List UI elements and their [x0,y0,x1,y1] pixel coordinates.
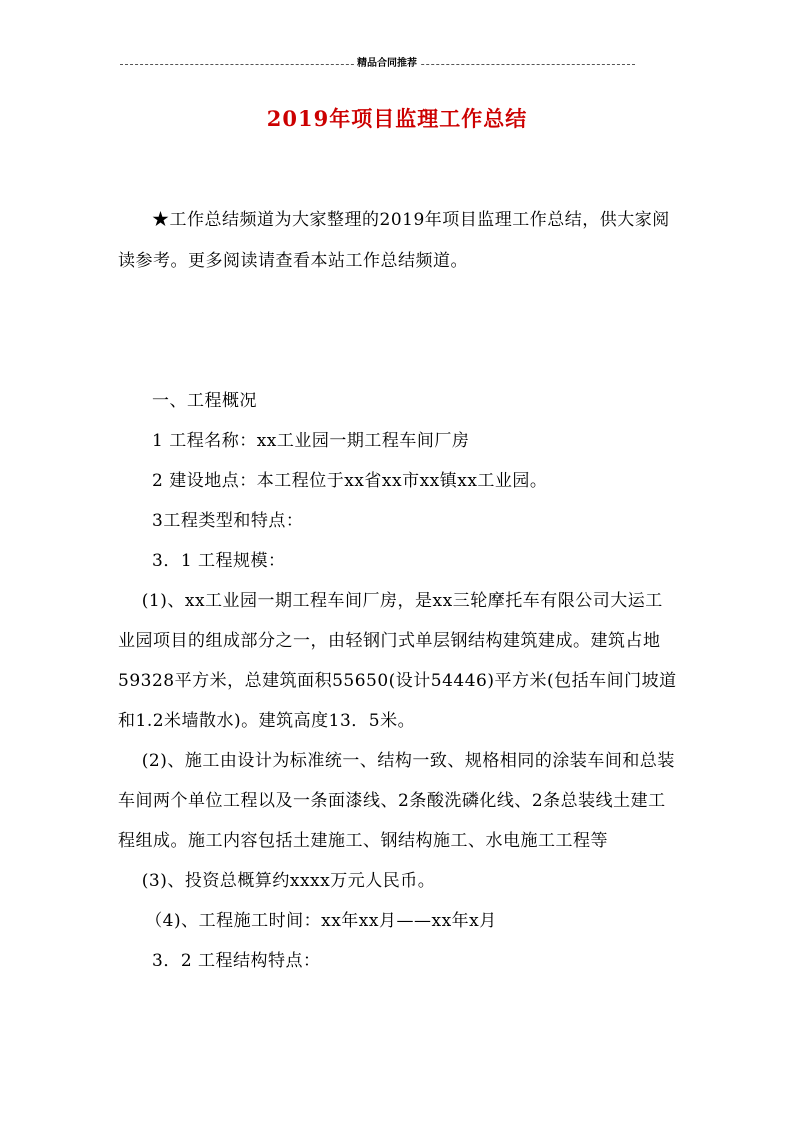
intro-paragraph: ★工作总结频道为大家整理的2019年项目监理工作总结，供大家阅读参考。更多阅读请查看本站工作总结频道。 [118,210,670,271]
blank-space [118,282,678,381]
structure-features-heading: 3．2 工程结构特点： [152,951,321,971]
project-scale-heading: 3．1 工程规模： [152,551,286,571]
project-name: 1 工程名称：xx工业园一期工程车间厂房 [152,431,470,451]
scale-item-1: (1)、xx工业园一期工程车间厂房，是xx三轮摩托车有限公司大运工业园项目的组成部分之一，由轻钢门式单层钢结构建筑建成。建筑占地59328平方米，总建筑面积55650(设计54446)平方米(包括车间门坡道和1.2米墙散水)。建筑高度13．5米。 [118,591,677,731]
section-heading-overview: 一、工程概况 [152,391,257,411]
scale-item-4: （4)、工程施工时间：xx年xx月——xx年x月 [145,911,497,931]
document-title: 2019年项目监理工作总结 [266,106,528,131]
project-location: 2 建设地点：本工程位于xx省xx市xx镇xx工业园。 [152,471,548,491]
project-type-heading: 3工程类型和特点： [152,511,304,531]
scale-item-2: (2)、施工由设计为标准统一、结构一致、规格相同的涂装车间和总装车间两个单位工程以及一条面漆线、2条酸洗磷化线、2条总装线土建工程组成。施工内容包括土建施工、钢结构施工、水电施工工程等 [118,751,675,851]
document-body [118,200,678,981]
scale-item-3: (3)、投资总概算约xxxx万元人民币。 [141,871,436,891]
header-label: 精品合同推荐 [354,57,420,71]
